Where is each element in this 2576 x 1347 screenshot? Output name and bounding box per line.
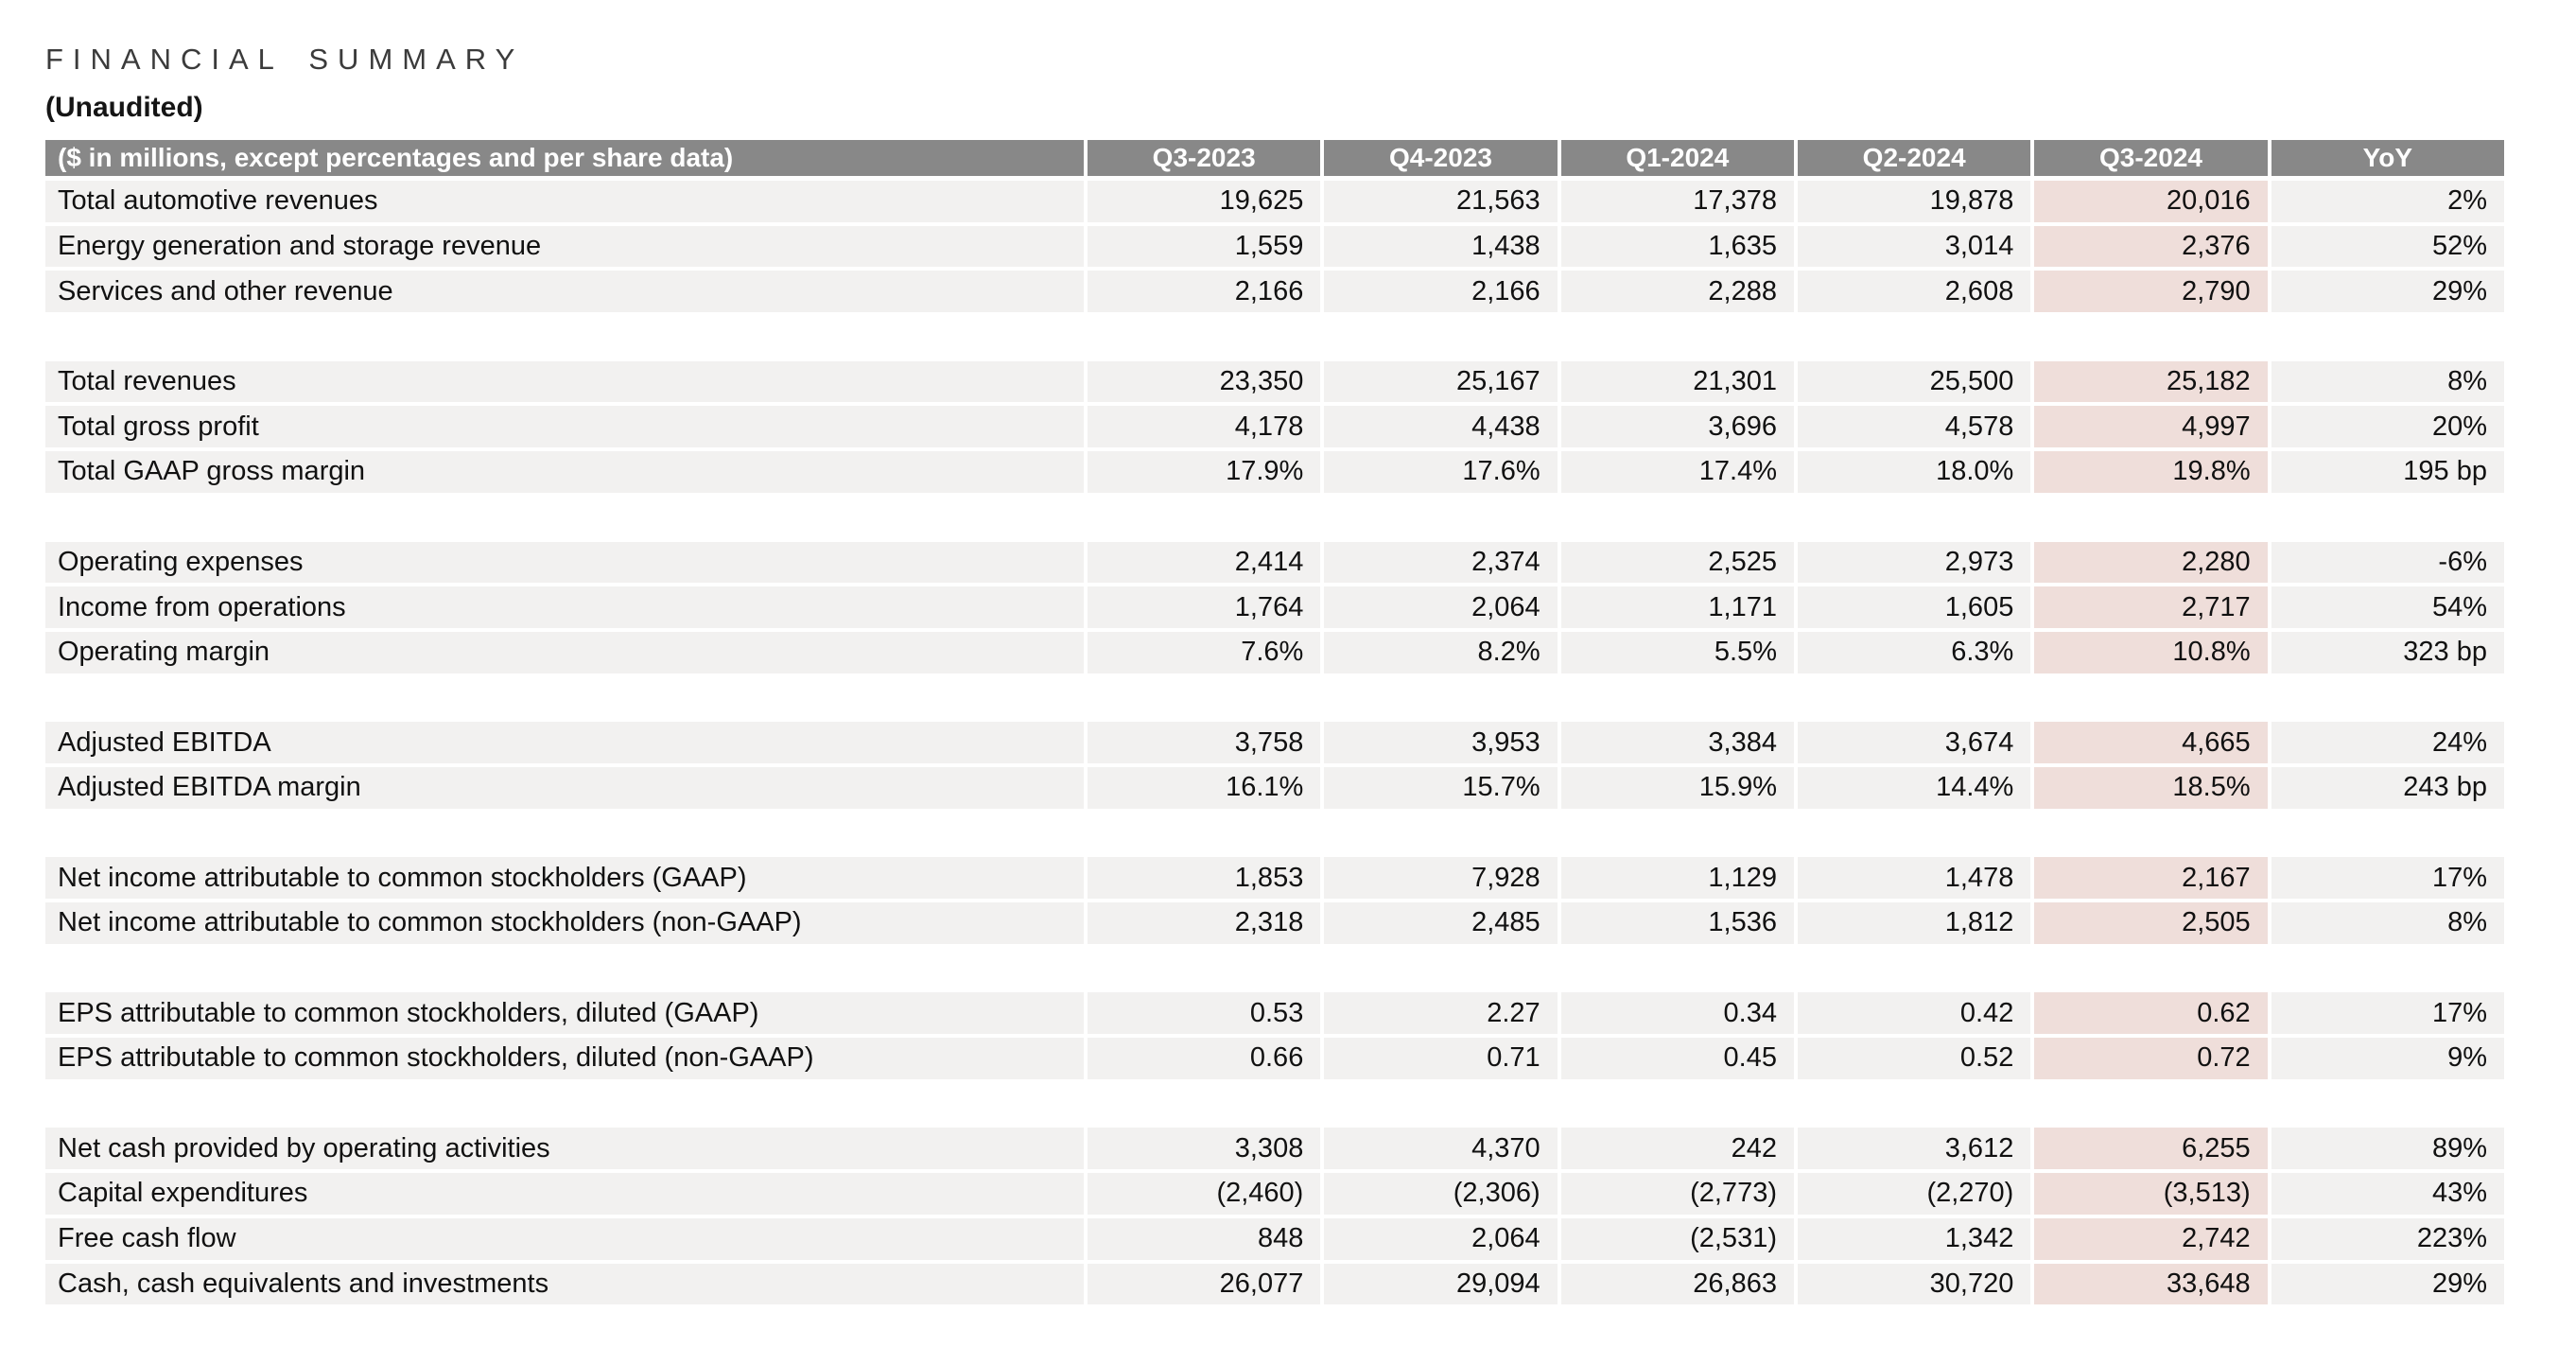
- cell-value: 17%: [2271, 992, 2504, 1034]
- financial-summary-table: [45, 140, 2504, 1308]
- row-label: Adjusted EBITDA: [45, 722, 1084, 763]
- cell-value: (2,531): [1561, 1218, 1794, 1260]
- cell-value: 25,500: [1798, 361, 2030, 403]
- table-row: [45, 1264, 2504, 1305]
- table-row: [45, 722, 2504, 763]
- cell-value: 2,608: [1798, 271, 2030, 312]
- cell-value: (2,773): [1561, 1173, 1794, 1215]
- cell-value: 14.4%: [1798, 767, 2030, 809]
- table-row: [45, 1173, 2504, 1215]
- cell-value: 223%: [2271, 1218, 2504, 1260]
- column-header-q1-2024: Q1-2024: [1561, 140, 1794, 176]
- table-row: [45, 226, 2504, 268]
- cell-value: 3,953: [1324, 722, 1557, 763]
- cell-value: 25,167: [1324, 361, 1557, 403]
- cell-value: 21,563: [1324, 181, 1557, 222]
- cell-value: 2,166: [1088, 271, 1320, 312]
- table-row: [45, 271, 2504, 312]
- table-row: [45, 451, 2504, 493]
- cell-value: 3,308: [1088, 1128, 1320, 1169]
- cell-value-highlighted-quarter: 19.8%: [2034, 451, 2267, 493]
- row-label: Total gross profit: [45, 406, 1084, 447]
- table-body: [45, 181, 2504, 1304]
- cell-value-highlighted-quarter: 20,016: [2034, 181, 2267, 222]
- cell-value: 0.66: [1088, 1038, 1320, 1079]
- cell-value: 0.52: [1798, 1038, 2030, 1079]
- cell-value-highlighted-quarter: 2,717: [2034, 586, 2267, 628]
- cell-value: 6.3%: [1798, 632, 2030, 674]
- cell-value: 89%: [2271, 1128, 2504, 1169]
- row-label: EPS attributable to common stockholders, diluted (non-GAAP): [45, 1038, 1084, 1079]
- cell-value: 17,378: [1561, 181, 1794, 222]
- cell-value: 43%: [2271, 1173, 2504, 1215]
- cell-value: 18.0%: [1798, 451, 2030, 493]
- cell-value: 19,625: [1088, 181, 1320, 222]
- cell-value-highlighted-quarter: 2,167: [2034, 857, 2267, 899]
- cell-value: 1,853: [1088, 857, 1320, 899]
- table-row: [45, 992, 2504, 1034]
- cell-value: 7,928: [1324, 857, 1557, 899]
- cell-value-highlighted-quarter: 25,182: [2034, 361, 2267, 403]
- table-row: [45, 1038, 2504, 1079]
- row-label: Free cash flow: [45, 1218, 1084, 1260]
- section-gap: [45, 316, 2504, 358]
- cell-value: 1,764: [1088, 586, 1320, 628]
- cell-value: 195 bp: [2271, 451, 2504, 493]
- cell-value: 4,578: [1798, 406, 2030, 447]
- row-label: Net income attributable to common stockholders (GAAP): [45, 857, 1084, 899]
- cell-value: 2,318: [1088, 902, 1320, 944]
- row-label: Energy generation and storage revenue: [45, 226, 1084, 268]
- column-header-q3-2024: Q3-2024: [2034, 140, 2267, 176]
- cell-value: 3,674: [1798, 722, 2030, 763]
- cell-value: 29,094: [1324, 1264, 1557, 1305]
- cell-value: 1,171: [1561, 586, 1794, 628]
- cell-value: 8%: [2271, 902, 2504, 944]
- row-label: Total revenues: [45, 361, 1084, 403]
- table-row: [45, 361, 2504, 403]
- cell-value: 19,878: [1798, 181, 2030, 222]
- cell-value: 0.42: [1798, 992, 2030, 1034]
- column-header-q4-2023: Q4-2023: [1324, 140, 1557, 176]
- row-label: Net cash provided by operating activities: [45, 1128, 1084, 1169]
- cell-value: 52%: [2271, 226, 2504, 268]
- cell-value-highlighted-quarter: 18.5%: [2034, 767, 2267, 809]
- cell-value: 29%: [2271, 271, 2504, 312]
- column-header-q3-2023: Q3-2023: [1088, 140, 1320, 176]
- cell-value: 2,414: [1088, 542, 1320, 584]
- row-label: Operating expenses: [45, 542, 1084, 584]
- cell-value: 5.5%: [1561, 632, 1794, 674]
- cell-value-highlighted-quarter: 2,790: [2034, 271, 2267, 312]
- cell-value: -6%: [2271, 542, 2504, 584]
- cell-value: 30,720: [1798, 1264, 2030, 1305]
- cell-value: 2,166: [1324, 271, 1557, 312]
- cell-value: 1,559: [1088, 226, 1320, 268]
- cell-value: 1,605: [1798, 586, 2030, 628]
- cell-value: 17%: [2271, 857, 2504, 899]
- section-gap: [45, 1083, 2504, 1125]
- section-gap: [45, 497, 2504, 538]
- cell-value: 242: [1561, 1128, 1794, 1169]
- cell-value: 4,438: [1324, 406, 1557, 447]
- page-title: FINANCIAL SUMMARY: [45, 43, 525, 76]
- row-label: Income from operations: [45, 586, 1084, 628]
- section-gap: [45, 813, 2504, 854]
- table-row: [45, 406, 2504, 447]
- cell-value-highlighted-quarter: 4,665: [2034, 722, 2267, 763]
- column-header-yoy: YoY: [2271, 140, 2504, 176]
- cell-value-highlighted-quarter: 0.72: [2034, 1038, 2267, 1079]
- cell-value: 0.45: [1561, 1038, 1794, 1079]
- table-row: [45, 1128, 2504, 1169]
- cell-value: 8.2%: [1324, 632, 1557, 674]
- cell-value: (2,460): [1088, 1173, 1320, 1215]
- cell-value: 1,812: [1798, 902, 2030, 944]
- table-row: [45, 632, 2504, 674]
- cell-value: 4,178: [1088, 406, 1320, 447]
- cell-value-highlighted-quarter: 33,648: [2034, 1264, 2267, 1305]
- row-label: Adjusted EBITDA margin: [45, 767, 1084, 809]
- cell-value: 3,758: [1088, 722, 1320, 763]
- cell-value: 323 bp: [2271, 632, 2504, 674]
- cell-value: 16.1%: [1088, 767, 1320, 809]
- cell-value: 3,612: [1798, 1128, 2030, 1169]
- table-header-row: [45, 140, 2504, 176]
- row-label: Net income attributable to common stockholders (non-GAAP): [45, 902, 1084, 944]
- row-label: EPS attributable to common stockholders, diluted (GAAP): [45, 992, 1084, 1034]
- column-header-q2-2024: Q2-2024: [1798, 140, 2030, 176]
- cell-value: 15.7%: [1324, 767, 1557, 809]
- table-row: [45, 857, 2504, 899]
- cell-value-highlighted-quarter: 0.62: [2034, 992, 2267, 1034]
- cell-value: 17.4%: [1561, 451, 1794, 493]
- table-row: [45, 586, 2504, 628]
- cell-value: 3,696: [1561, 406, 1794, 447]
- section-gap: [45, 948, 2504, 989]
- cell-value: 17.6%: [1324, 451, 1557, 493]
- cell-value: (2,270): [1798, 1173, 2030, 1215]
- cell-value: 54%: [2271, 586, 2504, 628]
- cell-value: 2,064: [1324, 1218, 1557, 1260]
- cell-value: 21,301: [1561, 361, 1794, 403]
- cell-value: 26,077: [1088, 1264, 1320, 1305]
- table-row: [45, 767, 2504, 809]
- cell-value: 243 bp: [2271, 767, 2504, 809]
- cell-value: 15.9%: [1561, 767, 1794, 809]
- table-row: [45, 542, 2504, 584]
- cell-value: 1,129: [1561, 857, 1794, 899]
- cell-value: 0.71: [1324, 1038, 1557, 1079]
- cell-value: 2,525: [1561, 542, 1794, 584]
- cell-value: 848: [1088, 1218, 1320, 1260]
- cell-value: 2,374: [1324, 542, 1557, 584]
- cell-value: 3,014: [1798, 226, 2030, 268]
- cell-value: 2,973: [1798, 542, 2030, 584]
- cell-value-highlighted-quarter: 2,505: [2034, 902, 2267, 944]
- cell-value: 7.6%: [1088, 632, 1320, 674]
- cell-value: 0.53: [1088, 992, 1320, 1034]
- table-row: [45, 1218, 2504, 1260]
- cell-value-highlighted-quarter: 6,255: [2034, 1128, 2267, 1169]
- table-row: [45, 902, 2504, 944]
- page-subtitle: (Unaudited): [45, 92, 203, 123]
- cell-value: 8%: [2271, 361, 2504, 403]
- cell-value-highlighted-quarter: 10.8%: [2034, 632, 2267, 674]
- cell-value-highlighted-quarter: (3,513): [2034, 1173, 2267, 1215]
- cell-value: 2.27: [1324, 992, 1557, 1034]
- cell-value-highlighted-quarter: 4,997: [2034, 406, 2267, 447]
- row-label: Services and other revenue: [45, 271, 1084, 312]
- cell-value: 2,288: [1561, 271, 1794, 312]
- row-label: Capital expenditures: [45, 1173, 1084, 1215]
- cell-value: 2,485: [1324, 902, 1557, 944]
- cell-value: 24%: [2271, 722, 2504, 763]
- cell-value: 1,536: [1561, 902, 1794, 944]
- cell-value: 17.9%: [1088, 451, 1320, 493]
- row-label: Operating margin: [45, 632, 1084, 674]
- cell-value-highlighted-quarter: 2,280: [2034, 542, 2267, 584]
- cell-value: 1,635: [1561, 226, 1794, 268]
- cell-value: 1,342: [1798, 1218, 2030, 1260]
- cell-value: 2,064: [1324, 586, 1557, 628]
- cell-value: 2%: [2271, 181, 2504, 222]
- cell-value: 9%: [2271, 1038, 2504, 1079]
- cell-value-highlighted-quarter: 2,376: [2034, 226, 2267, 268]
- cell-value: 1,438: [1324, 226, 1557, 268]
- cell-value: 0.34: [1561, 992, 1794, 1034]
- cell-value: 29%: [2271, 1264, 2504, 1305]
- table-header-units-label: ($ in millions, except percentages and per share data): [45, 140, 1084, 176]
- row-label: Total GAAP gross margin: [45, 451, 1084, 493]
- cell-value: 26,863: [1561, 1264, 1794, 1305]
- cell-value: 23,350: [1088, 361, 1320, 403]
- cell-value: 1,478: [1798, 857, 2030, 899]
- cell-value: 4,370: [1324, 1128, 1557, 1169]
- cell-value: 20%: [2271, 406, 2504, 447]
- cell-value: 3,384: [1561, 722, 1794, 763]
- row-label: Cash, cash equivalents and investments: [45, 1264, 1084, 1305]
- cell-value: (2,306): [1324, 1173, 1557, 1215]
- row-label: Total automotive revenues: [45, 181, 1084, 222]
- section-gap: [45, 677, 2504, 719]
- cell-value-highlighted-quarter: 2,742: [2034, 1218, 2267, 1260]
- table-row: [45, 181, 2504, 222]
